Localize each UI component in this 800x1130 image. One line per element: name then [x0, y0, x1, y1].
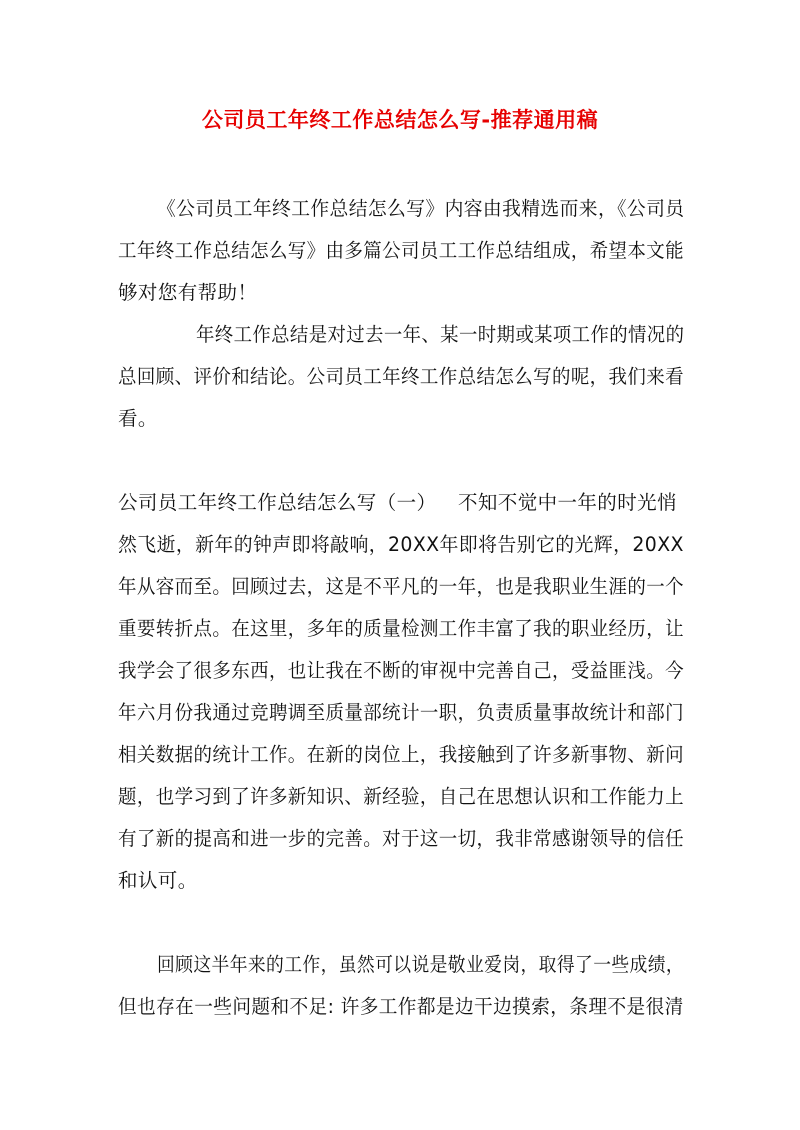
- paragraph-3-line-6: 年六月份我通过竞聘调至质量部统计一职，负责质量事故统计和部门: [118, 701, 685, 724]
- paragraph-2-line-1: 年终工作总结是对过去一年、某一时期或某项工作的情况的: [196, 323, 685, 346]
- paragraph-1-line-2: 工年终工作总结怎么写》由多篇公司员工工作总结组成，希望本文能: [118, 239, 685, 262]
- paragraph-3-line-8: 题，也学习到了许多新知识、新经验，自己在思想认识和工作能力上: [118, 785, 685, 808]
- paragraph-1-line-3: 够对您有帮助！: [118, 281, 258, 304]
- paragraph-1-line-1: 《公司员工年终工作总结怎么写》内容由我精选而来，《公司员: [157, 197, 685, 220]
- paragraph-3-line-1: 不知不觉中一年的时光悄: [458, 491, 677, 514]
- paragraph-3-line-5: 我学会了很多东西，也让我在不断的审视中完善自己，受益匪浅。今: [118, 659, 685, 682]
- section-heading: 公司员工年终工作总结怎么写（一）: [118, 491, 437, 514]
- paragraph-3-line-9: 有了新的提高和进一步的完善。对于这一切，我非常感谢领导的信任: [118, 827, 685, 850]
- paragraph-4-line-1: 回顾这半年来的工作，虽然可以说是敬业爱岗，取得了一些成绩，: [157, 953, 685, 976]
- document-title: 公司员工年终工作总结怎么写-推荐通用稿: [201, 108, 599, 132]
- paragraph-3-line-7: 相关数据的统计工作。在新的岗位上，我接触到了许多新事物、新问: [118, 743, 685, 766]
- paragraph-2-line-2: 总回顾、评价和结论。公司员工年终工作总结怎么写的呢，我们来看: [118, 365, 685, 388]
- paragraph-3-line-4: 重要转折点。在这里，多年的质量检测工作丰富了我的职业经历，让: [118, 617, 685, 640]
- paragraph-3-line-2: 然飞逝，新年的钟声即将敲响，20XX年即将告别它的光辉，20XX: [118, 533, 684, 556]
- paragraph-3-line-3: 年从容而至。回顾过去，这是不平凡的一年，也是我职业生涯的一个: [118, 575, 685, 598]
- paragraph-2-line-3: 看。: [118, 407, 158, 430]
- paragraph-4-line-2: 但也存在一些问题和不足: 许多工作都是边干边摸索，条理不是很清: [118, 995, 684, 1018]
- paragraph-3-line-10: 和认可。: [118, 869, 198, 892]
